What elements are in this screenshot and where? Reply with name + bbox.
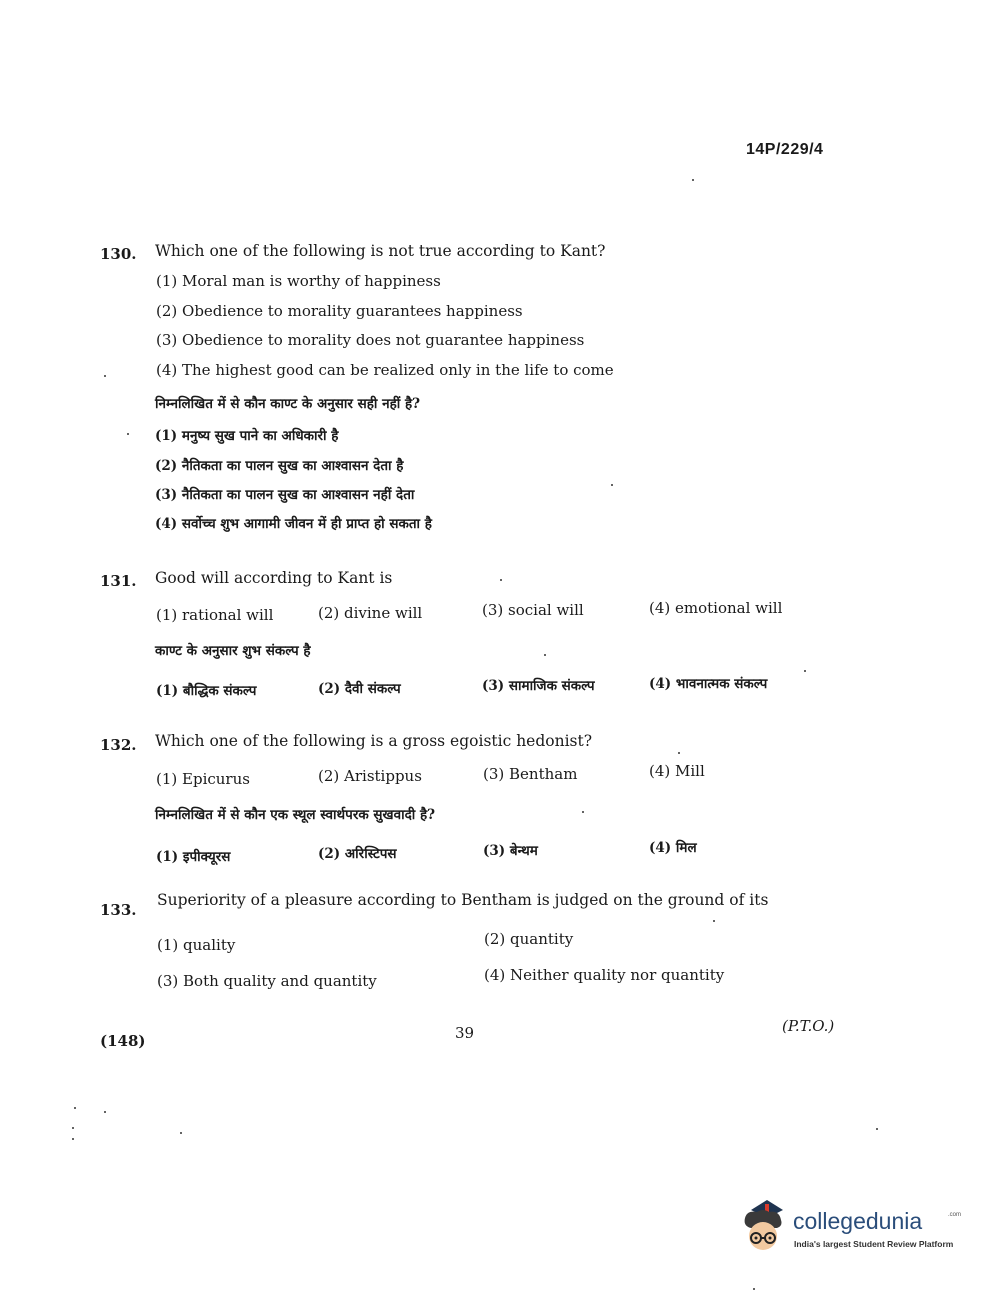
hindi-option: (2) नैतिकता का पालन सुख का आश्वासन देता है (155, 458, 404, 474)
collegedunia-logo (737, 1196, 962, 1262)
hindi-question-text: निम्नलिखित में से कौन एक स्थूल स्वार्थपरक सुखवादी है? (155, 807, 436, 823)
option: (2) Aristippus (318, 767, 422, 785)
option: (3) Obedience to morality does not guarantee happiness (156, 331, 585, 349)
scan-speck (678, 752, 680, 754)
scan-speck (74, 1107, 76, 1109)
scan-speck (127, 433, 129, 435)
option: (2) Obedience to morality guarantees happiness (156, 302, 523, 320)
hindi-option: (2) दैवी संकल्प (318, 681, 401, 697)
scan-speck (611, 484, 613, 486)
scan-speck (544, 654, 546, 656)
footer-code: (148) (100, 1032, 146, 1050)
scan-speck (72, 1138, 74, 1140)
option: (3) Both quality and quantity (157, 972, 377, 990)
option: (2) divine will (318, 604, 423, 622)
option: (1) quality (157, 936, 236, 954)
question-text: Which one of the following is a gross egoistic hedonist? (155, 732, 593, 750)
scan-speck (876, 1128, 878, 1130)
question-number: 131. (100, 572, 137, 590)
hindi-option: (3) नैतिकता का पालन सुख का आश्वासन नहीं देता (155, 487, 415, 503)
hindi-option: (3) सामाजिक संकल्प (482, 678, 595, 694)
scan-speck (500, 579, 502, 581)
question-number: 130. (100, 245, 137, 263)
hindi-option: (1) इपीक्यूरस (156, 849, 231, 865)
logo-domain: .com (948, 1212, 962, 1218)
option: (4) The highest good can be realized only in the life to come (156, 361, 614, 379)
option: (4) emotional will (649, 599, 783, 617)
hindi-option: (4) भावनात्मक संकल्प (649, 676, 768, 692)
scan-speck (104, 1111, 106, 1113)
scan-speck (582, 811, 584, 813)
scan-speck (180, 1132, 182, 1134)
hindi-option: (4) सर्वोच्च शुभ आगामी जीवन में ही प्राप्त हो सकता है (155, 516, 432, 532)
scan-speck (104, 375, 106, 377)
hindi-option: (1) मनुष्य सुख पाने का अधिकारी है (155, 428, 339, 444)
logo-tagline: India's largest Student Review Platform (794, 1239, 954, 1249)
option: (2) quantity (484, 930, 574, 948)
paper-code: 14P/229/4 (746, 141, 824, 158)
hindi-question-text: निम्नलिखित में से कौन काण्ट के अनुसार सही नहीं है? (155, 396, 421, 412)
pto-note: (P.T.O.) (782, 1017, 835, 1035)
logo-wordmark: collegedunia (793, 1208, 923, 1234)
scan-speck (692, 179, 694, 181)
hindi-question-text: काण्ट के अनुसार शुभ संकल्प है (155, 643, 311, 659)
option: (3) Bentham (483, 765, 578, 783)
option: (4) Neither quality nor quantity (484, 966, 725, 984)
hindi-option: (3) बेन्थम (483, 843, 538, 859)
option: (1) Moral man is worthy of happiness (156, 272, 441, 290)
option: (1) rational will (156, 606, 274, 624)
question-number: 132. (100, 736, 137, 754)
hindi-option: (2) अरिस्टिपस (318, 846, 397, 862)
question-number: 133. (100, 901, 137, 919)
scan-speck (72, 1127, 74, 1129)
option: (3) social will (482, 601, 584, 619)
question-text: Good will according to Kant is (155, 569, 393, 587)
question-text: Superiority of a pleasure according to Bentham is judged on the ground of its (157, 891, 769, 909)
hindi-option: (1) बौद्धिक संकल्प (156, 683, 257, 699)
page-number: 39 (455, 1024, 475, 1042)
logo-mascot-icon (737, 1196, 793, 1262)
option: (4) Mill (649, 762, 705, 780)
question-text: Which one of the following is not true according to Kant? (155, 242, 606, 260)
scan-speck (804, 670, 806, 672)
option: (1) Epicurus (156, 770, 250, 788)
hindi-option: (4) मिल (649, 840, 697, 856)
scan-speck (753, 1288, 755, 1290)
scan-speck (713, 920, 715, 922)
